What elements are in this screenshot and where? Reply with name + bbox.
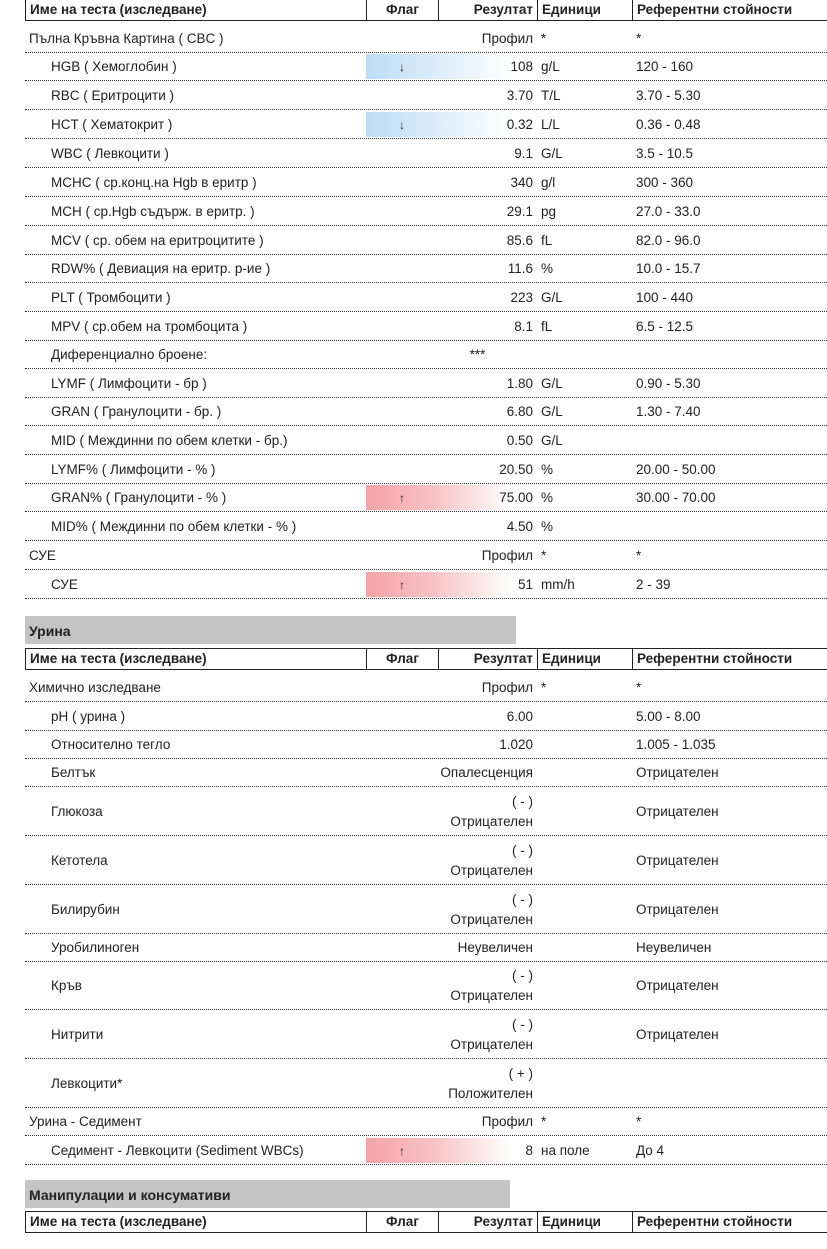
header-reference: Референтни стойности [632, 648, 827, 670]
result-value: 20.50 [499, 461, 533, 477]
table-row [25, 542, 827, 570]
header-flag: Флаг [366, 0, 438, 21]
table-row [25, 731, 827, 759]
reference-range-cell: 27.0 - 33.0 [636, 204, 701, 219]
result-value: 9.1 [514, 145, 533, 161]
unit-cell [537, 962, 632, 1009]
result-cell [438, 731, 537, 758]
unit-cell: L/L [541, 117, 560, 132]
flag-cell [366, 427, 438, 454]
result-value: 0.50 [506, 432, 533, 448]
table-row [25, 255, 827, 283]
reference-range-cell: * [636, 1114, 642, 1129]
header-reference: Референтни стойности [632, 1211, 827, 1233]
reference-range-cell: * [636, 680, 642, 695]
result-value: ( + ) [508, 1065, 533, 1081]
test-name: pH ( урина ) [51, 709, 126, 724]
header-flag: Флаг [366, 648, 438, 670]
reference-range-cell: * [636, 548, 642, 563]
result-value: 340 [510, 174, 533, 190]
reference-range-cell: 0.36 - 0.48 [636, 117, 701, 132]
result-value: ( - ) [512, 793, 533, 809]
result-cell [438, 542, 537, 569]
test-name: Кръв [51, 978, 82, 993]
test-name: LYMF ( Лимфоцити - бр ) [51, 376, 207, 391]
table-row [25, 571, 827, 599]
table-row [25, 1137, 827, 1165]
flag-cell [366, 198, 438, 225]
flag-cell [366, 227, 438, 254]
result-cell [438, 198, 537, 225]
header-result: Резултат [438, 1211, 537, 1233]
result-value: 223 [510, 289, 533, 305]
result-cell [438, 227, 537, 254]
unit-cell: g/l [541, 175, 556, 190]
urine-table-header [25, 648, 827, 670]
flag-cell [366, 1060, 438, 1107]
test-name: Седимент - Левкоцити (Sediment WBCs) [51, 1143, 304, 1158]
result-value: 29.1 [506, 203, 533, 219]
result-value: 1.020 [499, 736, 533, 752]
unit-cell: * [541, 31, 547, 46]
table-row [25, 934, 827, 962]
header-reference: Референтни стойности [632, 0, 827, 21]
flag-cell [366, 542, 438, 569]
result-value: Профил [481, 1113, 533, 1129]
result-interpretation: Отрицателен [450, 911, 533, 927]
test-name: Химично изследване [29, 680, 161, 695]
flag-cell [366, 456, 438, 483]
table-row [25, 284, 827, 312]
reference-range-cell: До 4 [636, 1143, 665, 1158]
test-name: PLT ( Тромбоцити ) [51, 290, 171, 305]
result-cell [438, 427, 537, 454]
reference-range-cell: 82.0 - 96.0 [636, 233, 701, 248]
test-name: Билирубин [51, 902, 120, 917]
flag-cell [366, 759, 438, 786]
result-cell [438, 886, 537, 933]
result-cell [438, 759, 537, 786]
reference-range-cell: 6.5 - 12.5 [636, 319, 694, 334]
header-result: Резултат [438, 648, 537, 670]
result-cell [438, 82, 537, 109]
reference-range-cell: 0.90 - 5.30 [636, 376, 701, 391]
table-row [25, 227, 827, 255]
reference-range-cell: 2 - 39 [636, 577, 671, 592]
result-cell [438, 513, 537, 540]
header-units: Единици [537, 648, 632, 670]
result-value: 8 [525, 1142, 533, 1158]
unit-cell: fL [541, 319, 553, 334]
table-row [25, 370, 827, 398]
unit-cell: G/L [541, 404, 563, 419]
result-value: 3.70 [506, 87, 533, 103]
test-name: MCH ( ср.Hgb съдърж. в еритр. ) [51, 204, 255, 219]
flag-cell [366, 1108, 438, 1135]
unit-cell: fL [541, 233, 553, 248]
flag-cell [366, 837, 438, 884]
result-interpretation: Положителен [448, 1085, 533, 1101]
flag-cell [366, 571, 438, 598]
unit-cell [537, 341, 632, 368]
test-name: GRAN% ( Гранулоцити - % ) [51, 490, 227, 505]
result-value: *** [469, 346, 486, 362]
header-test-name: Име на теста (изследване) [25, 0, 366, 21]
unit-cell: G/L [541, 376, 563, 391]
reference-range-cell: Отрицателен [636, 1027, 719, 1042]
reference-range-cell: 1.005 - 1.035 [636, 737, 716, 752]
table-row [25, 169, 827, 197]
reference-range-cell: 20.00 - 50.00 [636, 462, 716, 477]
test-name: Пълна Кръвна Картина ( CBC ) [29, 31, 224, 46]
header-result: Резултат [438, 0, 537, 21]
flag-cell [366, 1137, 438, 1164]
result-value: 1.80 [506, 375, 533, 391]
result-cell [438, 674, 537, 701]
flag-cell [366, 703, 438, 730]
result-cell [438, 703, 537, 730]
result-interpretation: Отрицателен [450, 862, 533, 878]
flag-cell [366, 398, 438, 425]
result-interpretation: Отрицателен [450, 987, 533, 1003]
unit-cell [537, 1011, 632, 1058]
result-value: 6.80 [506, 403, 533, 419]
result-cell [438, 25, 537, 52]
test-name: WBC ( Левкоцити ) [51, 146, 169, 161]
flag-cell [366, 731, 438, 758]
result-value: Профил [481, 679, 533, 695]
reference-range-cell [632, 513, 827, 540]
header-units: Единици [537, 0, 632, 21]
reference-range-cell: Отрицателен [636, 853, 719, 868]
flag-cell [366, 82, 438, 109]
test-name: Нитрити [51, 1027, 104, 1042]
result-cell [438, 341, 537, 368]
table-row [25, 341, 827, 369]
test-name: RBC ( Еритроцити ) [51, 88, 174, 103]
result-value: Неувеличен [457, 939, 533, 955]
reference-range-cell: 3.70 - 5.30 [636, 88, 701, 103]
test-name: Диференциално броене: [51, 347, 208, 362]
table-row [25, 53, 827, 81]
unit-cell: G/L [541, 146, 563, 161]
table-row [25, 25, 827, 53]
result-cell [438, 788, 537, 835]
table-row [25, 513, 827, 541]
test-name: СУЕ [29, 548, 56, 563]
reference-range-cell: 5.00 - 8.00 [636, 709, 701, 724]
table-row [25, 313, 827, 341]
unit-cell: T/L [541, 88, 561, 103]
flag-cell [366, 284, 438, 311]
unit-cell: на поле [541, 1143, 590, 1158]
result-value: 0.32 [506, 116, 533, 132]
result-value: ( - ) [512, 1016, 533, 1032]
flag-cell [366, 255, 438, 282]
table-row [25, 1011, 827, 1059]
result-cell [438, 1060, 537, 1107]
header-test-name: Име на теста (изследване) [25, 648, 366, 670]
reference-range-cell [632, 341, 827, 368]
reference-range-cell: 3.5 - 10.5 [636, 146, 694, 161]
test-name: RDW% ( Девиация на еритр. р-ие ) [51, 261, 271, 276]
unit-cell [537, 731, 632, 758]
flag-cell [366, 313, 438, 340]
unit-cell: * [541, 680, 547, 695]
result-value: Опалесценция [440, 764, 533, 780]
flag-cell [366, 513, 438, 540]
flag-cell [366, 370, 438, 397]
reference-range-cell: Отрицателен [636, 978, 719, 993]
flag-cell [366, 341, 438, 368]
result-value: Профил [481, 30, 533, 46]
manipulations-section-title: Манипулации и консумативи [25, 1180, 510, 1208]
test-name: Кетотела [51, 853, 108, 868]
flag-cell [366, 934, 438, 961]
test-name: Относително тегло [51, 737, 171, 752]
flag-cell [366, 962, 438, 1009]
result-value: ( - ) [512, 842, 533, 858]
unit-cell: % [541, 462, 554, 477]
result-value: 75.00 [499, 489, 533, 505]
test-name: Глюкоза [51, 804, 103, 819]
unit-cell: pg [541, 204, 557, 219]
unit-cell [537, 837, 632, 884]
unit-cell [537, 703, 632, 730]
test-name: MID ( Междинни по обем клетки - бр.) [51, 433, 288, 448]
test-name: MCV ( ср. обем на еритроцитите ) [51, 233, 264, 248]
table-row [25, 82, 827, 110]
test-name: Уробилиноген [51, 940, 140, 955]
flag-cell [366, 484, 438, 511]
table-row [25, 674, 827, 702]
unit-cell: G/L [541, 433, 563, 448]
reference-range-cell: Неувеличен [636, 940, 712, 955]
result-value: 11.6 [507, 260, 533, 276]
table-row [25, 484, 827, 512]
result-cell [438, 313, 537, 340]
flag-cell [366, 788, 438, 835]
result-value: 51 [517, 576, 533, 592]
result-cell [438, 1011, 537, 1058]
result-interpretation: Отрицателен [450, 813, 533, 829]
result-interpretation: Отрицателен [450, 1036, 533, 1052]
unit-cell: g/L [541, 59, 560, 74]
result-cell [438, 255, 537, 282]
result-cell [438, 169, 537, 196]
reference-range-cell: 10.0 - 15.7 [636, 261, 701, 276]
arrow-up-icon: ↑ [399, 577, 405, 592]
header-test-name: Име на теста (изследване) [25, 1211, 366, 1233]
table-row [25, 198, 827, 226]
table-row [25, 456, 827, 484]
result-cell [438, 284, 537, 311]
table-row [25, 886, 827, 934]
result-cell [438, 370, 537, 397]
flag-cell [366, 169, 438, 196]
reference-range-cell: 1.30 - 7.40 [636, 404, 701, 419]
reference-range-cell: 30.00 - 70.00 [636, 490, 716, 505]
test-name: Урина - Седимент [29, 1114, 142, 1129]
unit-cell [537, 886, 632, 933]
result-cell [438, 934, 537, 961]
table-row [25, 837, 827, 885]
arrow-down-icon: ↓ [399, 117, 405, 132]
result-value: 85.6 [506, 232, 533, 248]
table-row [25, 398, 827, 426]
flag-cell [366, 25, 438, 52]
flag-cell [366, 1011, 438, 1058]
reference-range-cell: Отрицателен [636, 804, 719, 819]
result-cell [438, 962, 537, 1009]
test-name: MID% ( Междинни по обем клетки - % ) [51, 519, 297, 534]
test-name: LYMF% ( Лимфоцити - % ) [51, 462, 216, 477]
result-value: ( - ) [512, 967, 533, 983]
result-cell [438, 398, 537, 425]
table-row [25, 703, 827, 731]
table-row [25, 140, 827, 168]
reference-range-cell [632, 427, 827, 454]
result-value: 108 [510, 58, 533, 74]
reference-range-cell: 300 - 360 [636, 175, 694, 190]
manipulations-table-header [25, 1211, 827, 1233]
urine-section-title: Урина [25, 616, 516, 644]
unit-cell: G/L [541, 290, 563, 305]
test-name: Белтък [51, 765, 96, 780]
reference-range-cell: 120 - 160 [636, 59, 694, 74]
test-name: MPV ( ср.обем на тромбоцита ) [51, 319, 248, 334]
blood-table-header [25, 0, 827, 21]
result-cell [438, 837, 537, 884]
flag-cell [366, 111, 438, 138]
arrow-down-icon: ↓ [399, 59, 405, 74]
result-value: 8.1 [514, 318, 533, 334]
result-cell [438, 140, 537, 167]
reference-range-cell: Отрицателен [636, 765, 719, 780]
result-value: 4.50 [506, 518, 533, 534]
unit-cell [537, 934, 632, 961]
header-flag: Флаг [366, 1211, 438, 1233]
result-cell [438, 1108, 537, 1135]
unit-cell: mm/h [541, 577, 575, 592]
flag-cell [366, 140, 438, 167]
unit-cell: * [541, 1114, 547, 1129]
unit-cell [537, 759, 632, 786]
test-name: Левкоцити* [51, 1076, 123, 1091]
test-name: MCHC ( ср.конц.на Hgb в еритр ) [51, 175, 257, 190]
flag-cell [366, 53, 438, 80]
test-name: СУЕ [51, 577, 78, 592]
reference-range-cell [632, 1060, 827, 1107]
test-name: HCT ( Хематокрит ) [51, 117, 173, 132]
table-row [25, 788, 827, 836]
result-value: 6.00 [506, 708, 533, 724]
unit-cell: % [541, 519, 554, 534]
arrow-up-icon: ↑ [399, 1143, 405, 1158]
result-cell [438, 456, 537, 483]
unit-cell: * [541, 548, 547, 563]
table-row [25, 111, 827, 139]
test-name: HGB ( Хемоглобин ) [51, 59, 177, 74]
flag-cell [366, 674, 438, 701]
arrow-up-icon: ↑ [399, 490, 405, 505]
unit-cell [537, 788, 632, 835]
unit-cell: % [541, 261, 554, 276]
table-row [25, 962, 827, 1010]
table-row [25, 1060, 827, 1108]
table-row [25, 427, 827, 455]
table-row [25, 1108, 827, 1136]
flag-cell [366, 886, 438, 933]
result-value: Профил [481, 547, 533, 563]
unit-cell [537, 1060, 632, 1107]
test-name: GRAN ( Гранулоцити - бр. ) [51, 404, 222, 419]
result-value: ( - ) [512, 891, 533, 907]
table-row [25, 759, 827, 787]
reference-range-cell: Отрицателен [636, 902, 719, 917]
reference-range-cell: * [636, 31, 642, 46]
header-units: Единици [537, 1211, 632, 1233]
unit-cell: % [541, 490, 554, 505]
reference-range-cell: 100 - 440 [636, 290, 694, 305]
